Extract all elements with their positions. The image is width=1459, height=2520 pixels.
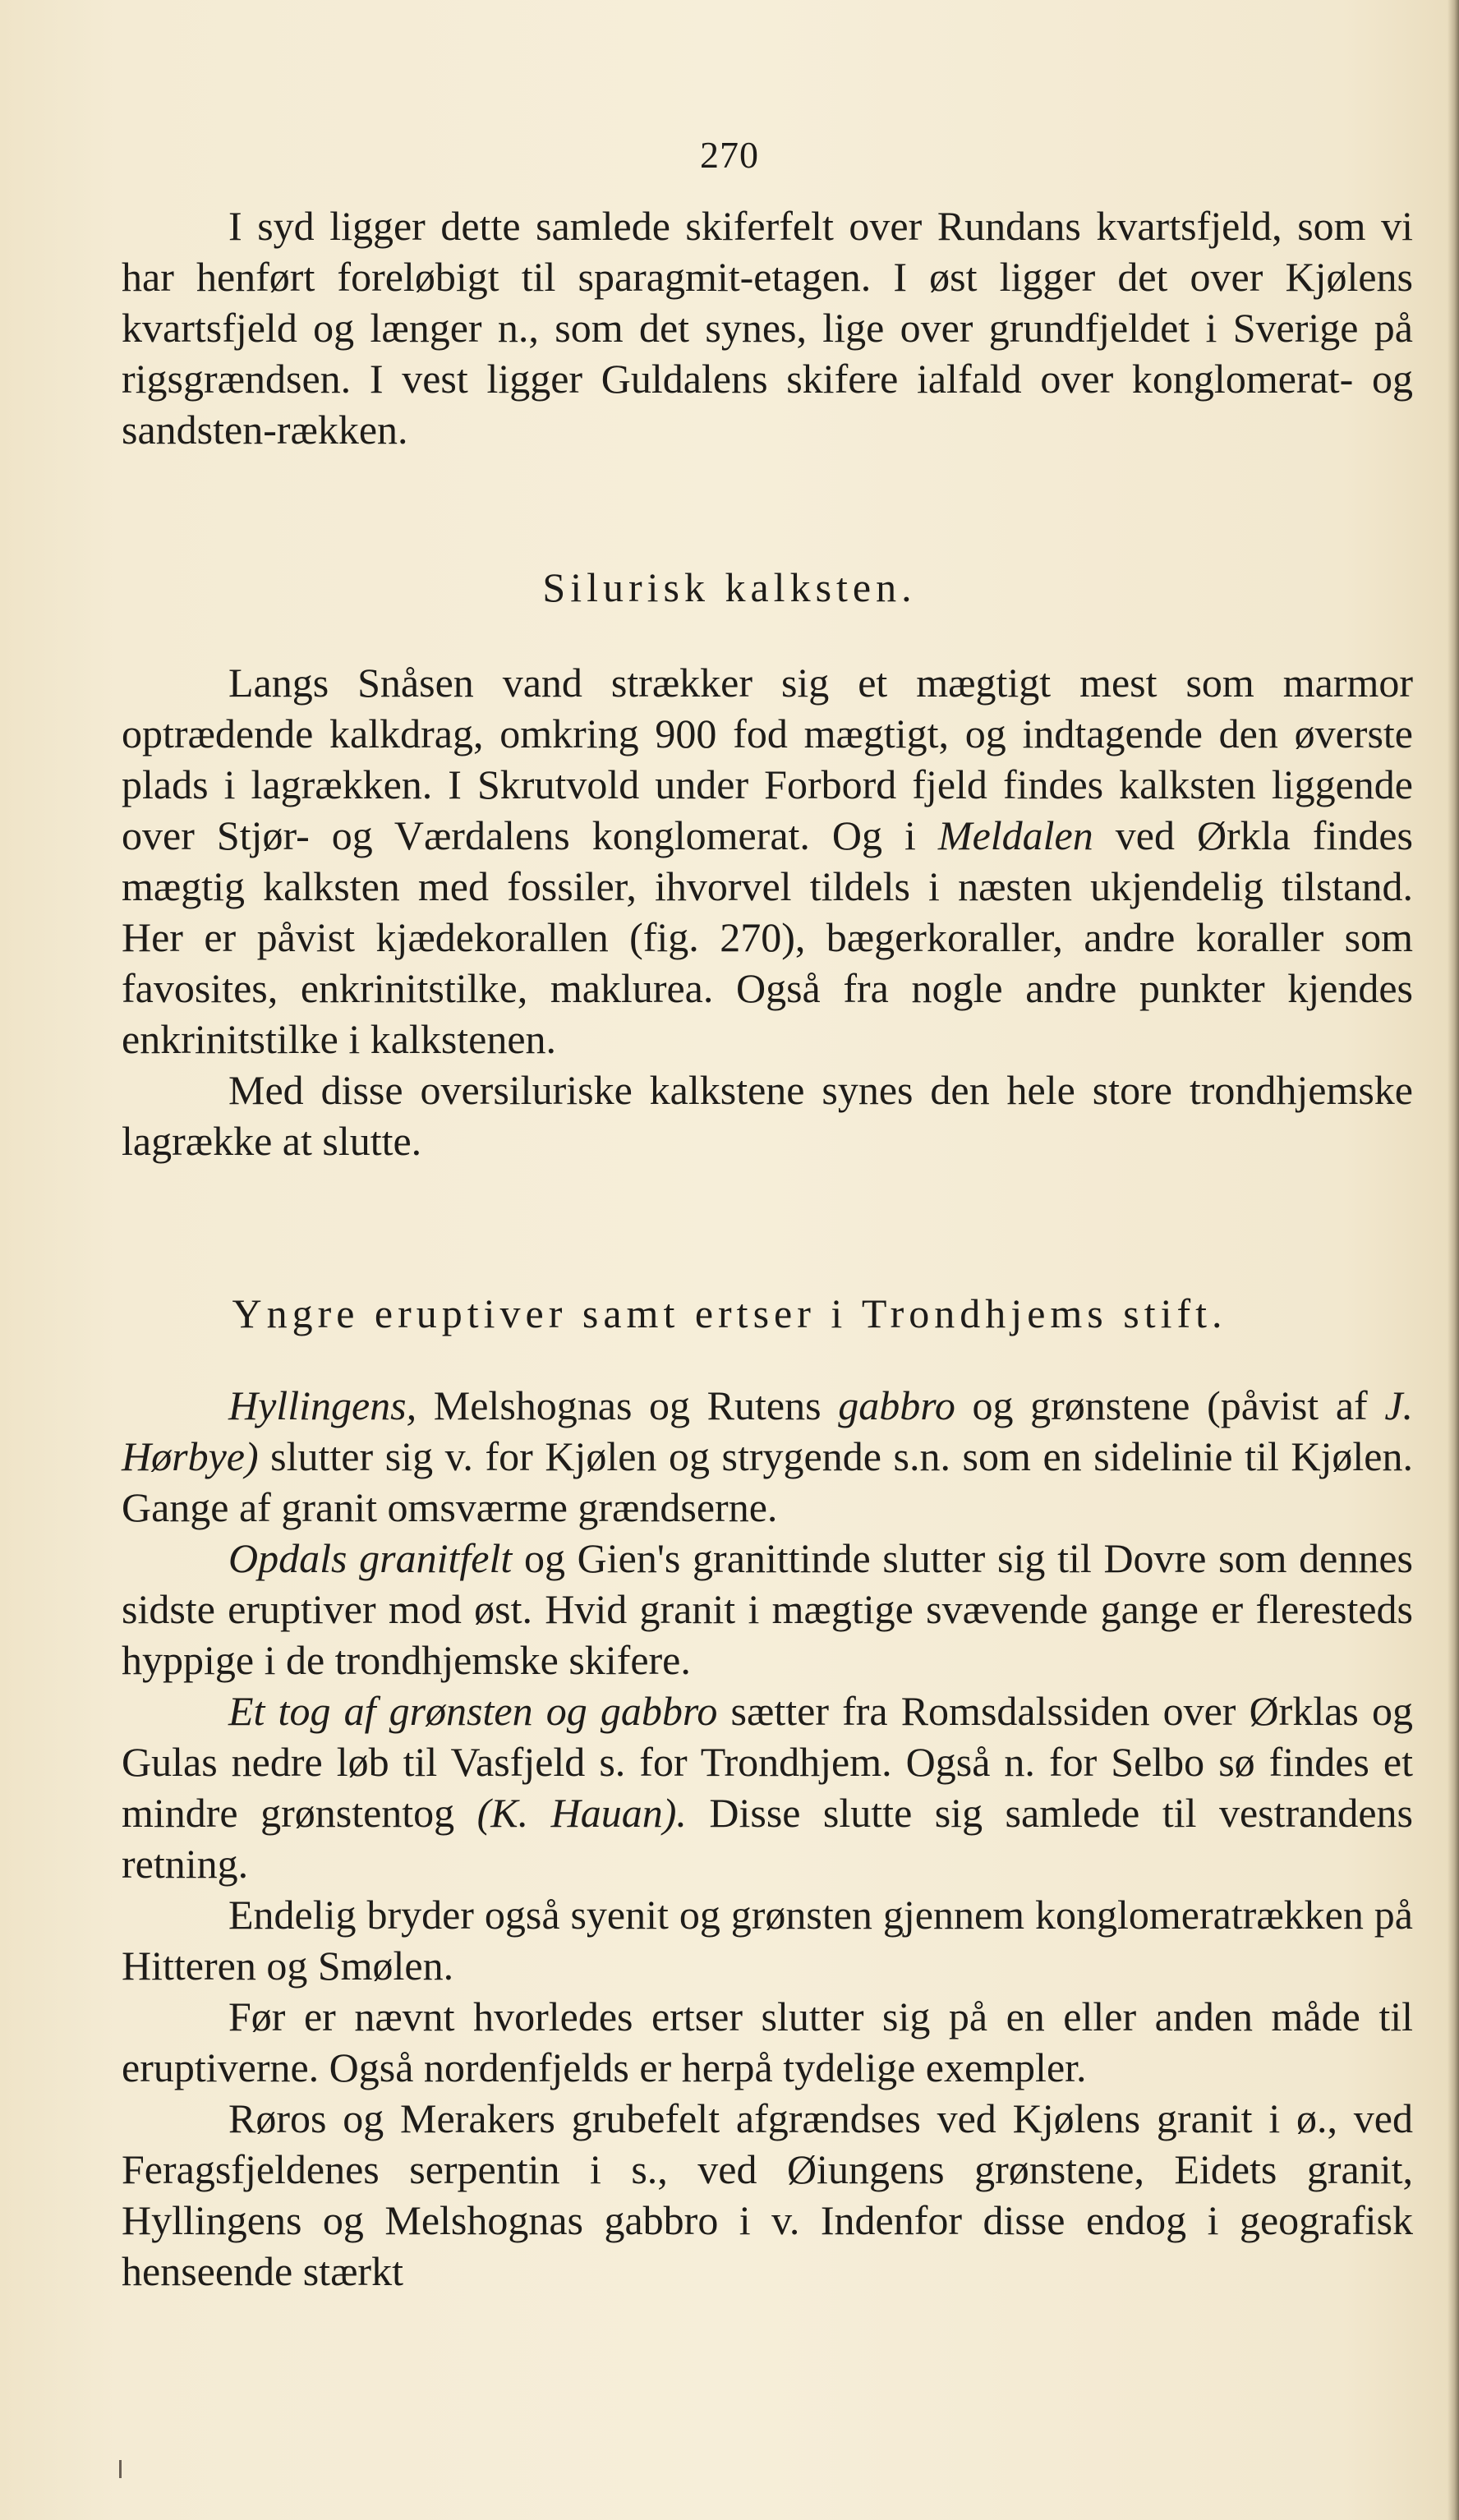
text-run: Langs Snåsen vand strækker sig et mægtigt mest som marmor optrædende kalkdrag, omkring 900 fod mægtigt, og indtagende den øverste plads i lagrækken. I Skrutvold under Forbord fjeld findes kalksten liggende over Stjør- og Værdalens konglomerat. Og i <box>122 660 1413 858</box>
text-run: og Gien's granittinde slutter sig til Dovre som dennes sidste eruptiver mod øst. Hvid granit i mægtige svævende gange er fleresteds hyppige i de trondhjemske skifere. <box>122 1535 1413 1683</box>
paragraph-skiferfelt <box>122 200 1413 455</box>
text-run: slutter sig v. for Kjølen og strygende s.n. som en sidelinie til Kjølen. Gange af granit omsværme grændserne. <box>122 1433 1413 1530</box>
paragraph-opdal <box>122 1533 1413 1685</box>
text-run: Melshognas og Rutens <box>417 1382 839 1428</box>
section-eruptiver-body <box>122 1380 1413 2297</box>
paragraph-roros: Røros og Merakers grubefelt afgrændses ved Kjølens granit i ø., ved Feragsfjeldenes serpentin i s., ved Øiungens grønstene, Eidets granit, Hyllingens og Melshognas gabbro i v. Indenfor disse endog i geografisk henseende stærkt <box>122 2095 1413 2294</box>
text-run: ved Ørkla findes mægtig kalksten med fossiler, ihvorvel tildels i næsten ukjendelig tilstand. Her er påvist kjædekorallen (fig. 270), bægerkoraller, andre koraller som favosites, enkrinitstilke, maklurea. Også fra nogle andre punkter kjendes enkrinitstilke i kalkstenen. <box>122 812 1413 1062</box>
section-heading-yngre-eruptiver: Yngre eruptiver samt ertser i Trondhjems stift. <box>232 1290 1227 1336</box>
paragraph-snasen <box>122 657 1413 1065</box>
section-silurisk-body <box>122 657 1413 1166</box>
paragraph-text: I syd ligger dette samlede skiferfelt over Rundans kvartsfjeld, som vi har henført foreløbigt til sparagmit-etagen. I øst ligger det over Kjølens kvartsfjeld og længer n., som det synes, lige over grundfjeldet i Sverige på rigsgrændsen. I vest ligger Guldalens skifere ialfald over konglomerat- og sandsten-rækken. <box>122 203 1413 453</box>
paragraph-syenit: Endelig bryder også syenit og grønsten gjennem konglomeratrækken på Hitteren og Smølen. <box>122 1892 1413 1989</box>
page-number: 270 <box>700 134 759 176</box>
page-edge-shadow <box>1447 0 1459 2520</box>
text-run: og grønstene (påvist af <box>955 1382 1385 1428</box>
section-heading-silurisk-kalksten: Silurisk kalksten. <box>542 564 917 610</box>
italic-author: (K. Hauan). <box>476 1790 687 1836</box>
italic-term: Hyllingens, <box>228 1382 417 1428</box>
text-run: sætter fra Romsdalssiden over Ørklas og Gulas nedre løb til Vasfjeld s. for Trondhjem. Også n. for Selbo sø findes et mindre grønstentog <box>122 1688 1413 1836</box>
italic-author: J. Hørbye) <box>122 1382 1414 1479</box>
italic-place-name: Meldalen <box>937 812 1093 858</box>
italic-term: gabbro <box>838 1382 955 1428</box>
paragraph-ertser: Før er nævnt hvorledes ertser slutter sig på en eller anden måde til eruptiverne. Også nordenfjelds er herpå tydelige exempler. <box>122 1993 1413 2090</box>
italic-term: Et tog af grønsten og gabbro <box>228 1688 718 1734</box>
paragraph-grønsten-tog <box>122 1685 1413 1889</box>
paragraph-lagraekke: Med disse oversiluriske kalkstene synes den hele store trondhjemske lagrække at slutte. <box>122 1067 1413 1164</box>
text-run: Disse slutte sig samlede til vestrandens retning. <box>122 1790 1414 1887</box>
italic-term: Opdals granitfelt <box>228 1535 513 1581</box>
paragraph-hyllingens <box>122 1380 1413 1533</box>
print-mark <box>119 2460 122 2478</box>
